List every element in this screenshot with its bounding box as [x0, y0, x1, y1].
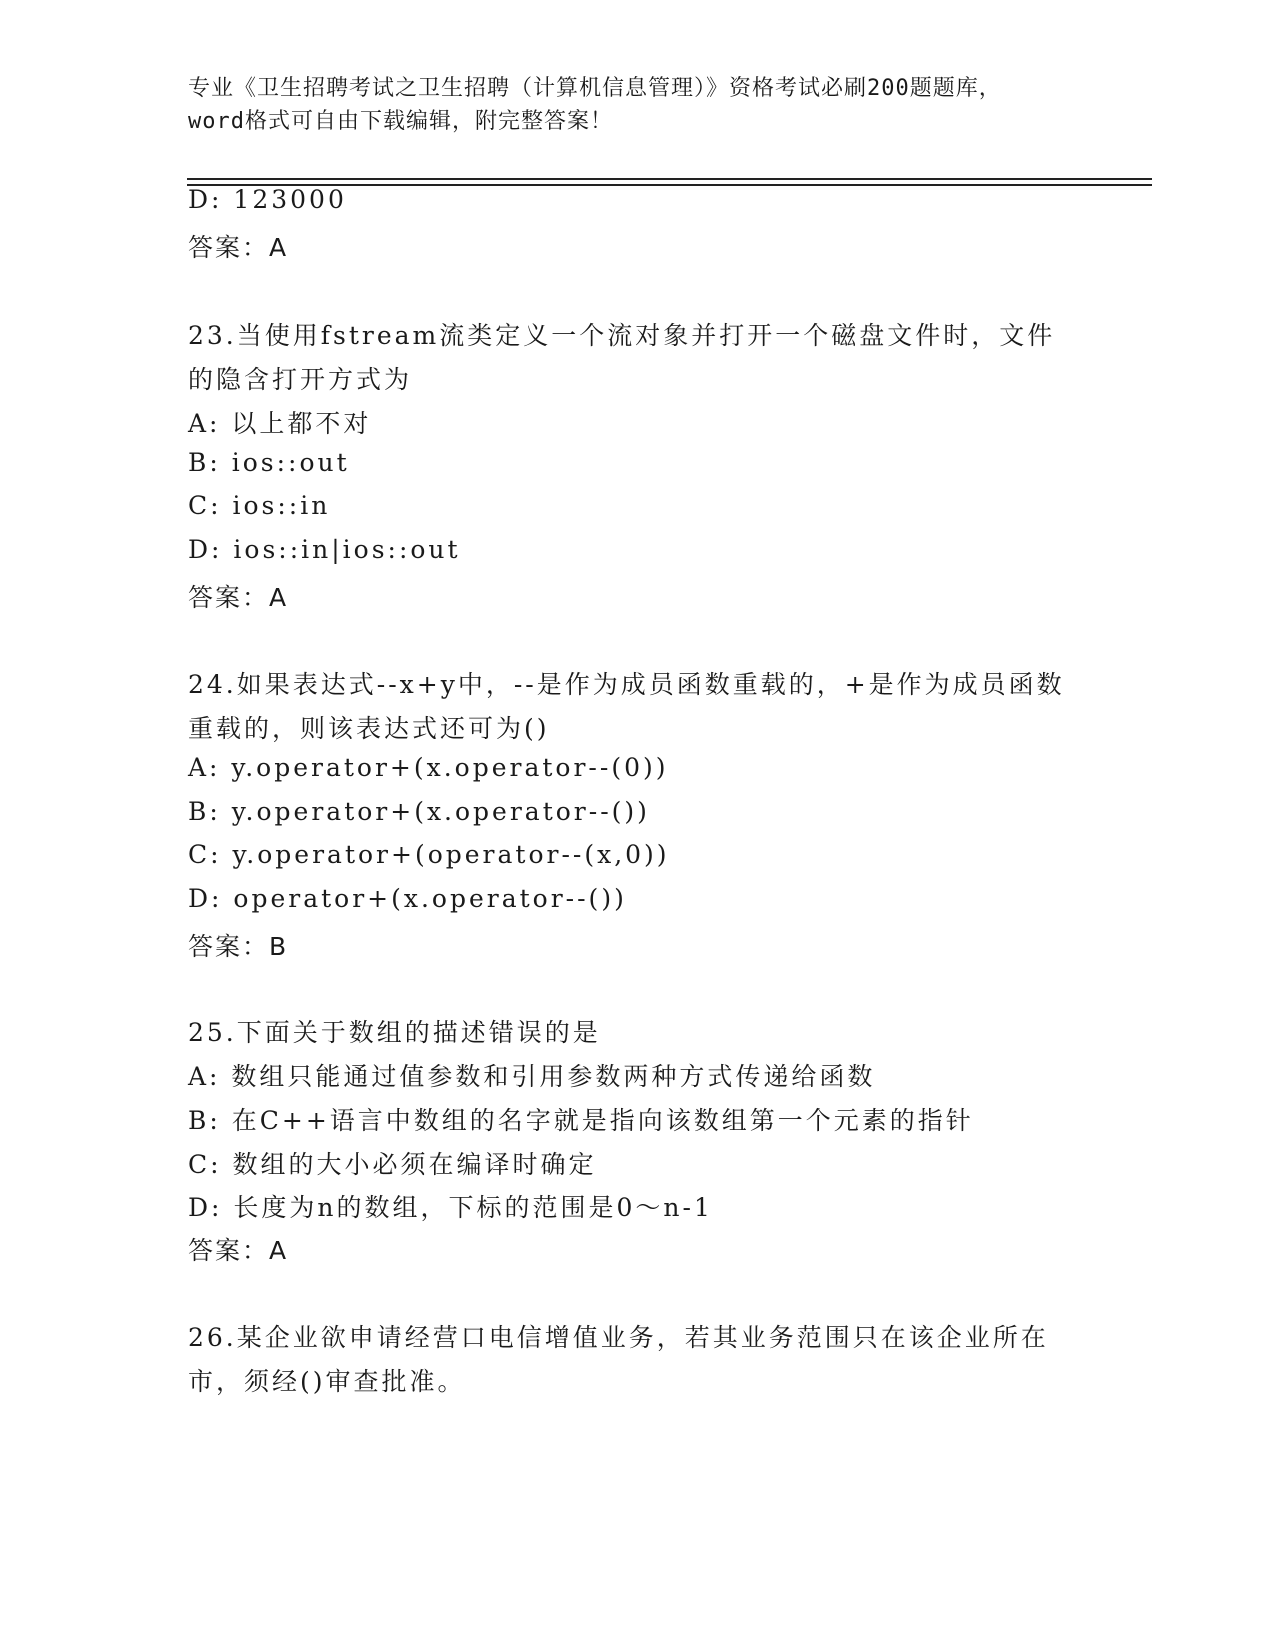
option-c: C: ios::in [188, 491, 331, 520]
question-stem-line-1: 25.下面关于数组的描述错误的是 [188, 1018, 601, 1047]
option-d: D: operator+(x.operator--()) [188, 884, 627, 913]
question-stem-line-2: 市，须经()审查批准。 [188, 1367, 466, 1396]
question-stem-line-1: 26.某企业欲申请经营口电信增值业务，若其业务范围只在该企业所在 [188, 1323, 1049, 1352]
option-d: D: ios::in|ios::out [188, 535, 461, 564]
option-d: D: 123000 [188, 185, 347, 214]
document-header [188, 72, 1088, 138]
option-a: A: 数组只能通过值参数和引用参数两种方式传递给函数 [188, 1062, 876, 1091]
header-divider-top [187, 178, 1152, 180]
option-c: C: 数组的大小必须在编译时确定 [188, 1150, 597, 1179]
option-c: C: y.operator+(operator--(x,0)) [188, 840, 670, 869]
answer-line: 答案：A [188, 233, 289, 262]
answer-line: 答案：A [188, 1236, 289, 1265]
option-b: B: 在C++语言中数组的名字就是指向该数组第一个元素的指针 [188, 1106, 974, 1135]
header-line-1: 专业《卫生招聘考试之卫生招聘（计算机信息管理）》资格考试必刷200题题库， [188, 76, 1002, 101]
question-stem-line-1: 24.如果表达式--x+y中，--是作为成员函数重载的，+是作为成员函数 [188, 670, 1065, 699]
option-b: B: ios::out [188, 448, 350, 477]
option-a: A: y.operator+(x.operator--(0)) [188, 753, 669, 782]
option-a: A: 以上都不对 [188, 409, 372, 438]
option-b: B: y.operator+(x.operator--()) [188, 797, 650, 826]
header-line-2: word格式可自由下载编辑，附完整答案！ [188, 109, 613, 134]
option-d: D: 长度为n的数组，下标的范围是0～n-1 [188, 1193, 713, 1222]
question-stem-line-2: 重载的，则该表达式还可为() [188, 714, 550, 743]
answer-line: 答案：B [188, 932, 289, 961]
question-stem-line-2: 的隐含打开方式为 [188, 365, 413, 394]
question-stem-line-1: 23.当使用fstream流类定义一个流对象并打开一个磁盘文件时，文件 [188, 321, 1056, 350]
answer-line: 答案：A [188, 583, 289, 612]
